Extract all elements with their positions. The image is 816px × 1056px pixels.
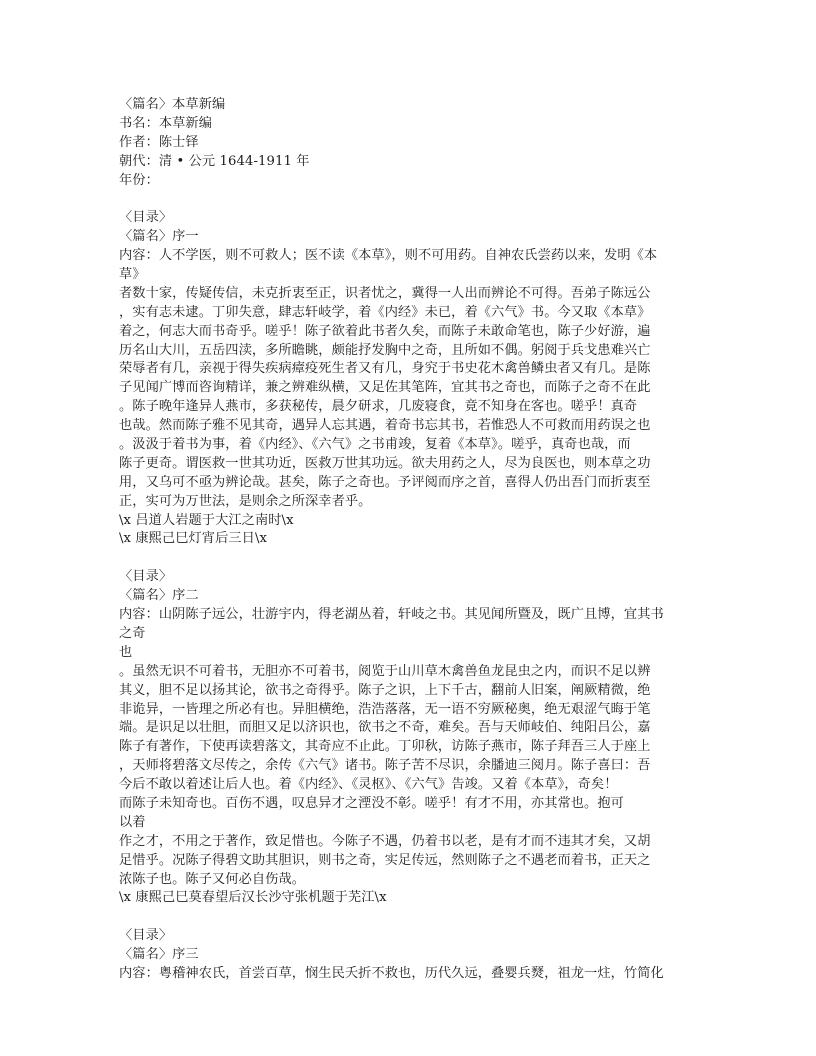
text-line: 年份：: [119, 172, 159, 188]
text-line: 〈篇名〉序三: [119, 947, 199, 963]
text-line: 足惜乎。况陈子得碧文助其胆识，则书之奇，实足传远，然则陈子之不遇老而着书，正天之: [119, 852, 651, 868]
text-line: 作之才，不用之于著作，致足惜也。今陈子不遇，仍着书以老，是有才而不违其才矣，又胡: [119, 833, 651, 849]
text-line: 内容：山阴陈子远公，壮游宇内，得老湖丛着，轩岐之书。其见闻所暨及，既广且博，宜其书: [119, 607, 664, 623]
text-line: 历名山大川，五岳四渎，多所瞻眺，颇能抒发胸中之奇，且所如不偶。躬阅于兵戈患难兴亡: [119, 342, 651, 358]
text-line: 作者：陈士铎: [119, 134, 199, 150]
section-gap: [119, 908, 704, 927]
text-line: 其义，胆不足以扬其论，欲书之奇得乎。陈子之识，上下千古，翻前人旧案，阐厥精微，绝: [119, 682, 651, 698]
text-line: \x 康熙己巳莫春望后汉长沙守张机题于芜江\x: [119, 890, 387, 906]
section-gap: [119, 190, 704, 209]
book-header: [119, 96, 704, 190]
text-line: 〈篇名〉序二: [119, 588, 199, 604]
text-line: 子见闻广博而咨询精详，兼之辨难纵横，又足佐其笔阵，宜其书之奇也，而陈子之奇不在此: [119, 380, 651, 396]
text-line: \x 康熙己巳灯宵后三日\x: [119, 531, 268, 547]
text-line: 正，实可为万世法，是则余之所深幸者乎。: [119, 493, 372, 509]
text-line: 。陈子晚年逢异人燕市，多获秘传，晨夕研求，几废寝食，竟不知身在客也。嗟乎！真奇: [119, 399, 638, 415]
text-line: 荣辱者有几，亲视于得失疾病瘴疫死生者又有几，身究于书史花木禽兽鳞虫者又有几。是陈: [119, 361, 651, 377]
text-line: 〈目录〉: [119, 569, 173, 585]
text-line: 内容：人不学医，则不可救人；医不读《本草》，则不可用药。自神农氏尝药以来，发明《本: [119, 248, 658, 264]
text-line: ，天师将碧落文尽传之，余传《六气》诸书。陈子苦不尽识，余膰迪三阅月。陈子喜曰：吾: [119, 758, 651, 774]
preface-section: [119, 209, 704, 549]
text-line: 〈篇名〉本草新编: [119, 97, 226, 112]
section-gap: [119, 549, 704, 568]
preface-section: [119, 568, 704, 908]
text-line: 。汲汲于着书为事，着《内经》、《六气》之书甫竣，复着《本草》。嗟乎，真奇也哉，而: [119, 437, 631, 453]
text-line: \x 吕道人岩题于大江之南时\x: [119, 512, 294, 528]
text-line: 内容：粤稽神农氏，首尝百草，悯生民夭折不救也，历代久远，叠婴兵燹，祖龙一炷，竹简化: [119, 965, 664, 981]
text-line: 着之，何志大而书奇乎。嗟乎！陈子欲着此书者久矣，而陈子未敢命笔也，陈子少好游，遍: [119, 323, 651, 339]
text-line: 陈子更奇。谓医救一世其功近，医救万世其功远。欲夫用药之人，尽为良医也，则本草之功: [119, 455, 651, 471]
text-line: ，实有志未逮。丁卯失意，肆志轩岐学，着《内经》未已，着《六气》书。今又取《本草》: [119, 304, 651, 320]
text-line: 之奇: [119, 625, 146, 641]
text-line: 用，又乌可不亟为辨论哉。甚矣，陈子之奇也。予评阅而序之首，喜得人仍出吾门而折衷至: [119, 474, 651, 490]
text-line: 朝代：清 • 公元 1644-1911 年: [119, 153, 310, 169]
text-line: 浓陈子也。陈子又何必自伤哉。: [119, 871, 306, 887]
text-line: 今后不敢以着述让后人也。着《内经》、《灵枢》、《六气》告竣。又着《本草》，奇矣！: [119, 777, 618, 793]
text-line: 以着: [119, 814, 146, 830]
text-line: 〈篇名〉序一: [119, 229, 199, 245]
text-line: 非诡异，一皆理之所必有也。异胆横绝，浩浩落落，无一语不穷厥秘奥，绝无艰涩气晦于笔: [119, 701, 651, 717]
text-line: 〈目录〉: [119, 928, 173, 944]
text-line: 者数十家，传疑传信，未克折衷至正，识者忧之，冀得一人出而辨论不可得。吾弟子陈远公: [119, 285, 651, 301]
text-line: 也: [119, 644, 133, 660]
text-line: 也哉。然而陈子雅不见其奇，遇异人忘其遇，着奇书忘其书，若惟恐人不可救而用药误之也: [119, 418, 651, 434]
text-line: 而陈子未知奇也。百伤不遇，叹息异才之湮没不彰。嗟乎！有才不用，亦其常也。抱可: [119, 795, 624, 811]
document-page: [119, 96, 704, 984]
text-line: 。虽然无识不可着书，无胆亦不可着书，阅览于山川草木禽兽鱼龙昆虫之内，而识不足以辨: [119, 663, 651, 679]
text-line: 书名：本草新编: [119, 115, 213, 131]
text-line: 〈目录〉: [119, 210, 173, 226]
preface-section: [119, 927, 704, 984]
text-line: 草》: [119, 267, 146, 283]
text-line: 陈子有著作，下使再读碧落文，其奇应不止此。丁卯秋，访陈子燕市，陈子拜吾三人于座上: [119, 739, 651, 755]
text-line: 端。是识足以壮胆，而胆又足以济识也，欲书之不奇，难矣。吾与天师岐伯、纯阳吕公，嘉: [119, 720, 651, 736]
